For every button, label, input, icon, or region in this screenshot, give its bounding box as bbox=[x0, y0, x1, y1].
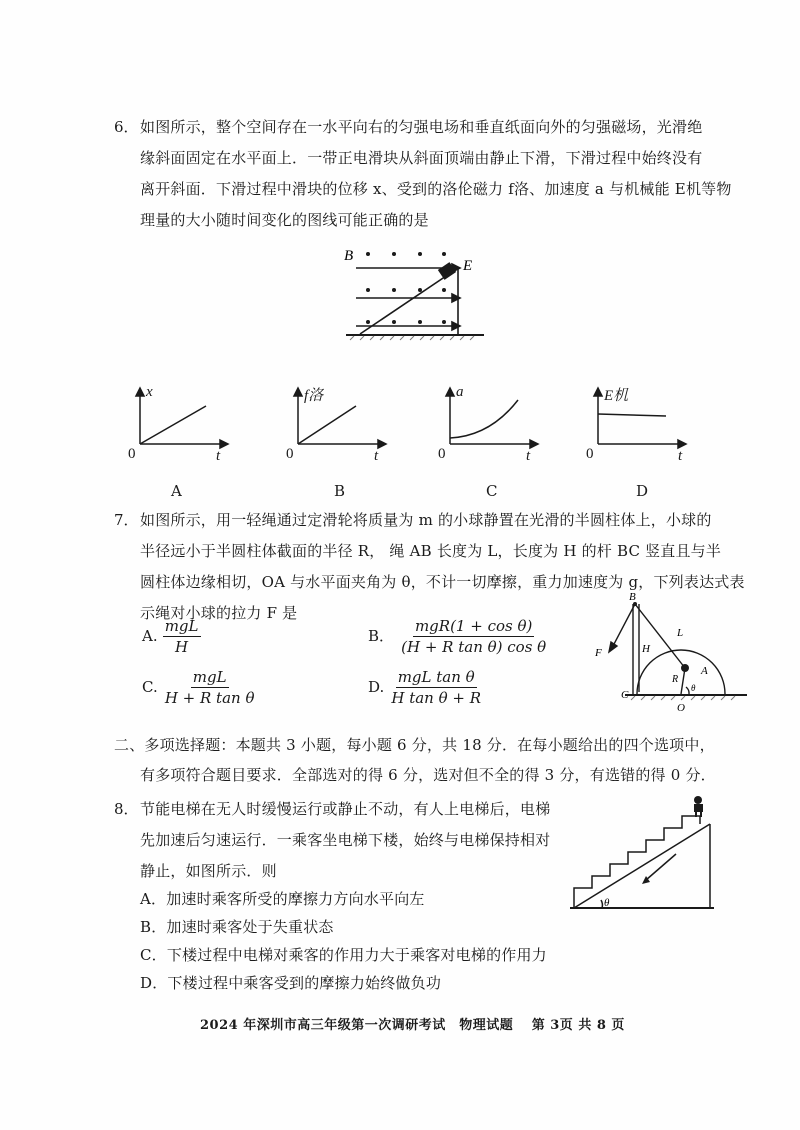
graph-c-ylabel: a bbox=[456, 384, 464, 400]
q7-line-4: 示绳对小球的拉力 F 是 bbox=[140, 604, 298, 622]
q7-option-c-letter: C. bbox=[142, 678, 158, 696]
graph-b-option: B bbox=[334, 482, 346, 500]
q7-label-theta: θ bbox=[691, 683, 696, 693]
graph-a-option: A bbox=[171, 482, 182, 500]
q8-label-theta: θ bbox=[604, 897, 610, 909]
graph-c-option: C bbox=[486, 482, 498, 500]
graph-b-ylabel: f洛 bbox=[304, 388, 324, 404]
q7-number: 7． bbox=[114, 511, 139, 529]
graph-d-option: D bbox=[636, 482, 649, 500]
q8-number: 8． bbox=[114, 800, 139, 818]
graph-a bbox=[120, 382, 230, 472]
q6-line-1: 如图所示，整个空间存在一水平向右的匀强电场和垂直纸面向外的匀强磁场，光滑绝 bbox=[140, 118, 703, 136]
q7-option-b-denominator: (H + R tan θ) cos θ bbox=[401, 638, 547, 656]
graph-b-origin: 0 bbox=[286, 446, 294, 462]
q7-label-L: L bbox=[677, 627, 684, 639]
q7-option-a-denominator: H bbox=[175, 638, 189, 656]
q7-option-b-letter: B． bbox=[368, 627, 395, 645]
q7-option-d-denominator: H tan θ + R bbox=[391, 689, 482, 707]
graph-a-plot bbox=[120, 382, 230, 472]
q6-label-B: B bbox=[344, 248, 354, 264]
graph-b bbox=[278, 382, 388, 472]
q7-option-d bbox=[368, 668, 483, 707]
q7-line-2: 半径远小于半圆柱体截面的半径 R， 绳 AB 长度为 L，长度为 H 的杆 BC 竖直且与半 bbox=[140, 542, 722, 560]
ball bbox=[681, 664, 689, 672]
q7-label-R: R bbox=[672, 674, 679, 685]
q7-line-1: 如图所示，用一轻绳通过定滑轮将质量为 m 的小球静置在光滑的半圆柱体上，小球的 bbox=[140, 511, 712, 529]
q8-option-d: D．下楼过程中乘客受到的摩擦力始终做负功 bbox=[140, 974, 442, 992]
q7-option-a bbox=[142, 617, 201, 656]
force-f bbox=[613, 604, 635, 646]
section2-line-2: 有多项符合题目要求．全部选对的得 6 分，选对但不全的得 3 分，有选错的得 0 分． bbox=[140, 766, 716, 784]
q8-option-a: A．加速时乘客所受的摩擦力方向水平向左 bbox=[140, 890, 425, 908]
q8-figure bbox=[566, 796, 726, 914]
q7-label-F: F bbox=[595, 647, 602, 659]
graph-c-xlabel: t bbox=[526, 448, 531, 464]
q7-option-a-letter: A. bbox=[142, 627, 158, 645]
q7-option-d-letter: D. bbox=[368, 678, 385, 696]
graph-a-curve bbox=[140, 406, 206, 444]
stairs bbox=[574, 816, 700, 908]
q7-option-c bbox=[142, 668, 257, 707]
passenger bbox=[694, 796, 703, 817]
motion-arrow bbox=[646, 854, 676, 880]
section2-line-1: 二、多项选择题：本题共 3 小题，每小题 6 分，共 18 分．在每小题给出的四个选项中， bbox=[114, 736, 715, 754]
q7-label-C: C bbox=[621, 689, 629, 701]
graph-d-curve bbox=[598, 414, 666, 416]
q6-line-4: 理量的大小随时间变化的图线可能正确的是 bbox=[140, 211, 429, 229]
q7-line-3: 圆柱体边缘相切，OA 与水平面夹角为 θ，不计一切摩擦，重力加速度为 g，下列表达式表 bbox=[140, 573, 745, 591]
q7-option-c-denominator: H + R tan θ bbox=[164, 689, 255, 707]
q7-option-c-fraction bbox=[163, 668, 257, 707]
q7-label-B: B bbox=[629, 591, 636, 603]
q8-line-1: 节能电梯在无人时缓慢运行或静止不动，有人上电梯后，电梯 bbox=[140, 800, 551, 818]
q8-option-b: B．加速时乘客处于失重状态 bbox=[140, 918, 334, 936]
q7-option-b-fraction bbox=[399, 617, 548, 656]
q7-option-a-numerator: mgL bbox=[164, 617, 199, 635]
graph-b-xlabel: t bbox=[374, 448, 379, 464]
q7-option-b bbox=[368, 617, 548, 656]
graph-c-curve bbox=[450, 400, 518, 438]
ground-hatch bbox=[350, 336, 474, 340]
graph-d-origin: 0 bbox=[586, 446, 594, 462]
page-footer: 2024 年深圳市高三年级第一次调研考试 物理试题 第 3页 共 8 页 bbox=[200, 1018, 625, 1033]
q7-label-O: O bbox=[677, 702, 685, 714]
graph-d bbox=[578, 382, 693, 472]
q6-number: 6． bbox=[114, 118, 139, 136]
q7-option-a-fraction bbox=[163, 617, 201, 656]
graph-d-ylabel: E机 bbox=[604, 388, 629, 404]
q7-option-d-numerator: mgL tan θ bbox=[397, 668, 475, 686]
q7-option-c-numerator: mgL bbox=[192, 668, 227, 686]
q8-line-2: 先加速后匀速运行．一乘客坐电梯下楼，始终与电梯保持相对 bbox=[140, 831, 551, 849]
graph-a-ylabel: x bbox=[146, 384, 153, 400]
q8-line-3: 静止，如图所示．则 bbox=[140, 862, 277, 880]
q6-line-3: 离开斜面．下滑过程中滑块的位移 x、受到的洛伦磁力 f洛、加速度 a 与机械能 E机等物 bbox=[140, 180, 732, 198]
magnetic-field-dots bbox=[366, 252, 446, 324]
q7-label-A: A bbox=[701, 665, 708, 677]
q7-option-b-numerator: mgR(1 + cos θ) bbox=[414, 617, 533, 635]
q7-figure bbox=[585, 590, 755, 715]
q8-option-c: C．下楼过程中电梯对乘客的作用力大于乘客对电梯的作用力 bbox=[140, 946, 547, 964]
graph-b-curve bbox=[298, 406, 356, 444]
q7-option-d-fraction bbox=[389, 668, 483, 707]
graph-c bbox=[430, 382, 540, 472]
q6-line-2: 缘斜面固定在水平面上．一带正电滑块从斜面顶端由静止下滑，下滑过程中始终没有 bbox=[140, 149, 703, 167]
half-cylinder bbox=[637, 650, 725, 694]
q6-label-E: E bbox=[463, 258, 473, 274]
graph-a-xlabel: t bbox=[216, 448, 221, 464]
incline bbox=[574, 824, 710, 908]
graph-c-origin: 0 bbox=[438, 446, 446, 462]
q7-label-H: H bbox=[642, 643, 650, 655]
graph-c-plot bbox=[430, 382, 540, 472]
graph-a-origin: 0 bbox=[128, 446, 136, 462]
graph-b-plot bbox=[278, 382, 388, 472]
graph-d-plot bbox=[578, 382, 693, 472]
graph-d-xlabel: t bbox=[678, 448, 683, 464]
q6-figure bbox=[340, 240, 490, 350]
